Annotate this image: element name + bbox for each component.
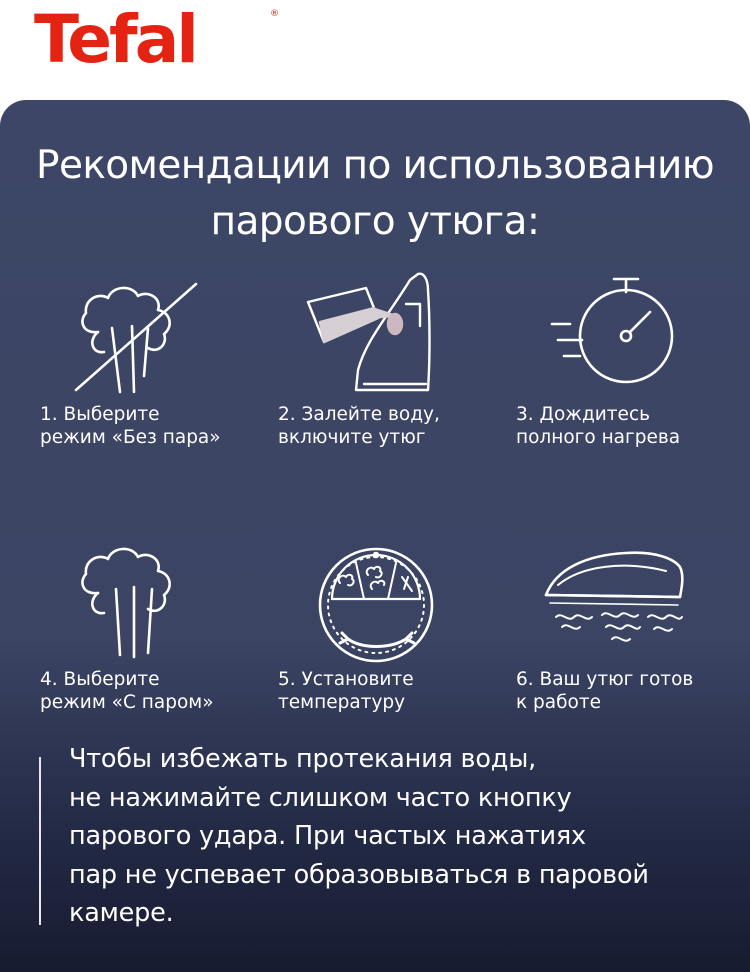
header <box>0 0 750 100</box>
note-line-2: не нажимайте слишком часто кнопку <box>69 782 572 813</box>
step-6-line-2: к работе <box>516 692 602 713</box>
step-5-line-1: 5. Установите <box>278 669 414 690</box>
note-accent-bar <box>39 757 41 925</box>
iron-ready-icon <box>516 545 736 665</box>
step-4-line-1: 4. Выберите <box>40 669 160 690</box>
step-6-line-1: 6. Ваш утюг готов <box>516 669 694 690</box>
tefal-logo: Tefal <box>34 1 196 78</box>
no-steam-icon <box>40 280 260 400</box>
step-1-caption <box>40 403 270 449</box>
steam-shot-warning <box>69 740 739 933</box>
note-line-3: парового удара. При частых нажатиях <box>69 821 586 851</box>
step-6-caption <box>516 668 746 714</box>
stopwatch-icon <box>516 280 736 400</box>
temperature-dial-icon <box>278 545 498 665</box>
title-line-2: парового утюга: <box>210 199 540 244</box>
step-2-caption <box>278 403 508 449</box>
step-2-line-2: включите утюг <box>278 427 426 448</box>
registered-mark: ® <box>270 9 279 19</box>
page-title <box>0 138 750 250</box>
note-line-4: пар не успевает образовываться в паровой <box>69 859 649 890</box>
step-1-line-1: 1. Выберите <box>40 404 160 425</box>
instructions-panel <box>0 100 750 972</box>
steam-icon <box>40 545 260 665</box>
step-3-caption <box>516 403 746 449</box>
step-4-caption <box>40 668 270 714</box>
step-5-line-2: температуру <box>278 692 406 713</box>
note-line-1: Чтобы избежать протекания воды, <box>69 744 537 774</box>
step-4-line-2: режим «С паром» <box>40 692 214 713</box>
fill-water-icon <box>278 280 498 400</box>
step-5-caption <box>278 668 508 714</box>
step-2-line-1: 2. Залейте воду, <box>278 404 440 425</box>
note-line-5: камере. <box>69 898 174 928</box>
step-3-line-1: 3. Дождитесь <box>516 404 651 425</box>
title-line-1: Рекомендации по использованию <box>36 143 714 188</box>
step-3-line-2: полного нагрева <box>516 427 681 448</box>
step-1-line-2: режим «Без пара» <box>40 427 221 448</box>
